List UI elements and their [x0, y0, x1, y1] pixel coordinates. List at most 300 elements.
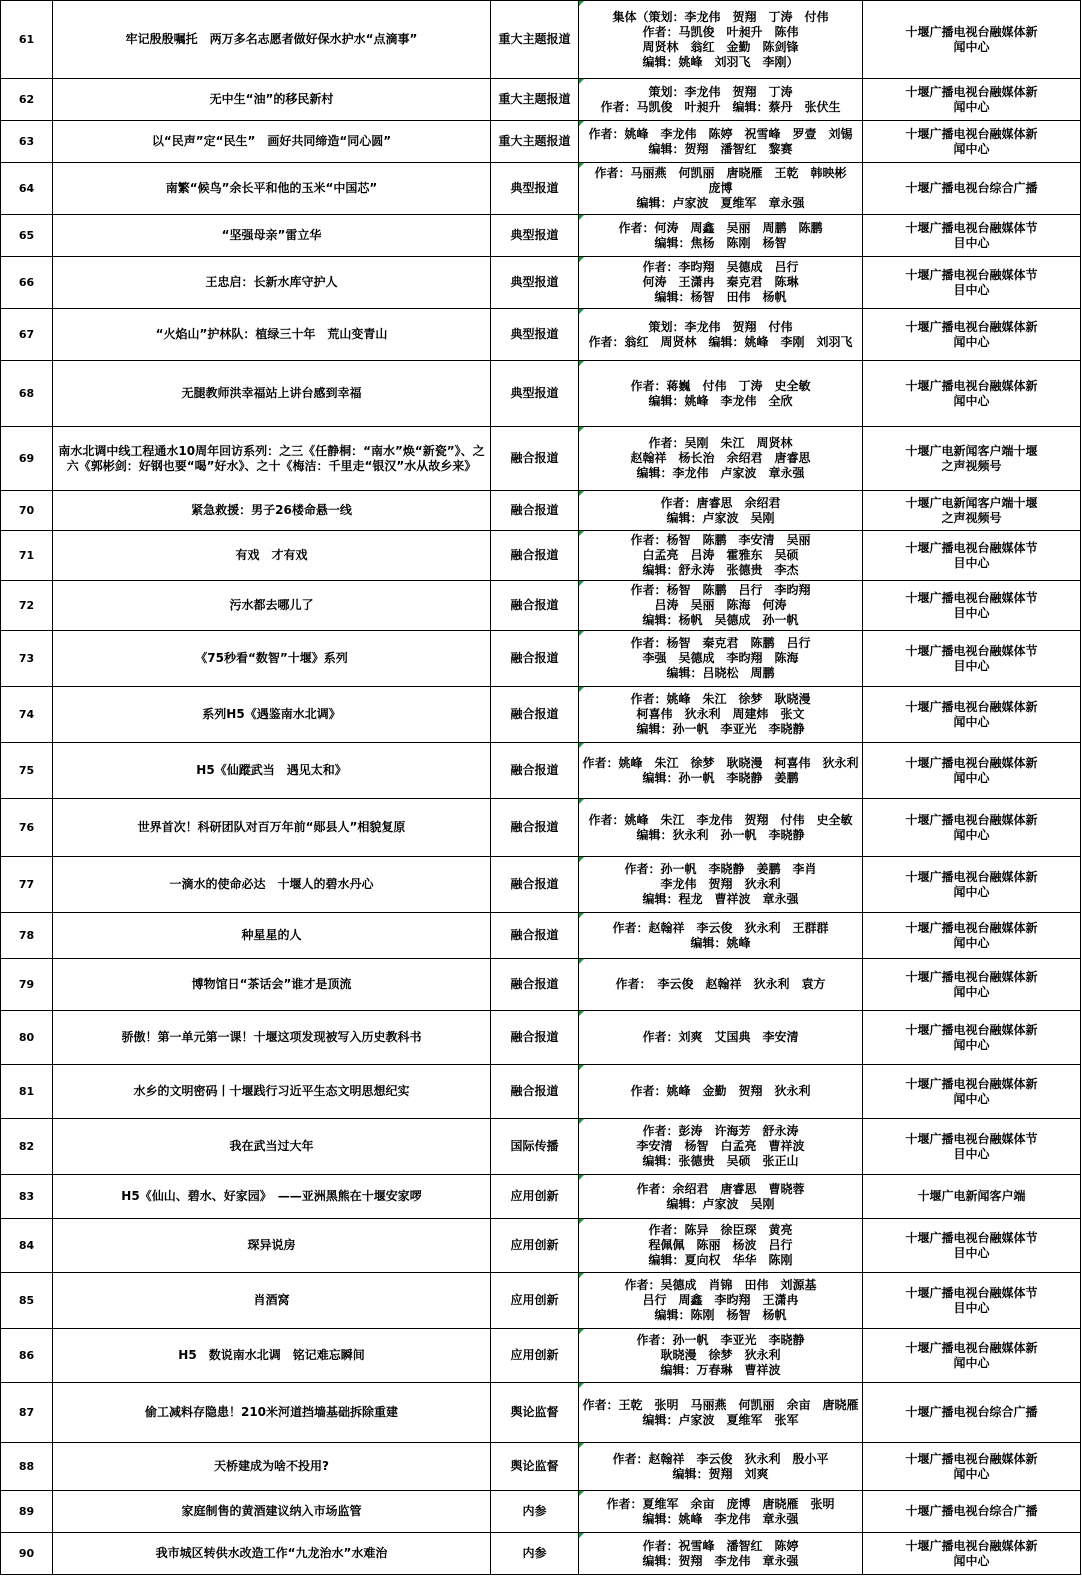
- work-credits-line: 李安清 杨智 白孟亮 曹祥波: [636, 1139, 805, 1153]
- work-credits-line: 作者：姚峰 朱江 徐梦 耿晓漫 柯喜伟 狄永利: [582, 755, 859, 770]
- work-unit-cell: [863, 531, 1081, 581]
- work-category-cell: 融合报道: [491, 857, 579, 913]
- work-title-cell: [53, 1273, 491, 1329]
- row-number-cell: 80: [1, 1011, 53, 1065]
- work-unit-line: 十堰广播电视台融媒体新: [905, 84, 1038, 99]
- work-credits-line: 耿晓漫 徐梦 狄永利: [660, 1348, 781, 1362]
- work-title-cell: [53, 1443, 491, 1491]
- work-credits-line: 编辑：姚峰 李龙伟 章永强: [642, 1511, 799, 1526]
- work-unit-line: 闻中心: [953, 827, 990, 842]
- table-row: [1, 631, 1081, 687]
- work-credits-cell: [579, 1443, 863, 1491]
- work-unit-line: 十堰广播电视台融媒体新: [905, 378, 1038, 393]
- work-credits-line: 编辑：张德贵 吴硕 张正山: [642, 1154, 799, 1168]
- row-number-cell: 63: [1, 121, 53, 163]
- work-title-cell: [53, 1, 491, 79]
- work-credits-cell: [579, 1273, 863, 1329]
- work-title-cell: [53, 1065, 491, 1119]
- work-credits-cell: [579, 581, 863, 631]
- work-credits-cell: [579, 913, 863, 959]
- work-unit-line: 闻中心: [953, 714, 990, 729]
- work-category-cell: 舆论监督: [491, 1443, 579, 1491]
- work-title-cell: [53, 163, 491, 215]
- row-number-cell: 87: [1, 1383, 53, 1443]
- work-unit-line: 十堰广电新闻客户端: [917, 1189, 1026, 1203]
- work-credits-cell: [579, 309, 863, 361]
- work-category-cell: 融合报道: [491, 743, 579, 799]
- work-unit-line: 十堰广播电视台融媒体节: [905, 267, 1038, 282]
- work-unit-line: 十堰广播电视台融媒体节: [905, 590, 1038, 605]
- work-unit-line: 十堰广播电视台融媒体新: [905, 1076, 1038, 1091]
- work-credits-line: 周贤林 翁红 金勤 陈剑锋: [642, 39, 799, 54]
- work-title-cell: [53, 361, 491, 427]
- work-unit-cell: [863, 1219, 1081, 1273]
- table-row: [1, 959, 1081, 1011]
- work-unit-line: 闻中心: [953, 770, 990, 785]
- work-category-cell: 内参: [491, 1533, 579, 1575]
- work-unit-line: 闻中心: [953, 39, 990, 54]
- work-unit-line: 十堰广播电视台综合广播: [905, 1405, 1038, 1419]
- work-unit-cell: [863, 959, 1081, 1011]
- work-credits-line: 编辑：姚峰 李龙伟 全欣: [648, 393, 793, 408]
- work-unit-cell: [863, 361, 1081, 427]
- row-number-cell: 62: [1, 79, 53, 121]
- work-title-line: 南水北调中线工程通水10周年回访系列：之三《任静桐：“南水”焕“新瓷”》、之六《郭彬剑：好钢也要“喝”好水》、之十《梅洁：千里走“银汉”水从故乡来》: [58, 443, 485, 473]
- work-credits-line: 策划：李龙伟 贺翔 丁涛: [648, 84, 793, 99]
- table-row: [1, 1383, 1081, 1443]
- work-title-line: H5《仙山、碧水、好家园》 ——亚洲黑熊在十堰安家啰: [121, 1189, 422, 1203]
- row-number-cell: 77: [1, 857, 53, 913]
- work-credits-cell: [579, 1383, 863, 1443]
- work-credits-line: 编辑：卢家波 吴刚: [666, 1196, 775, 1211]
- work-credits-cell: [579, 1491, 863, 1533]
- table-row: [1, 857, 1081, 913]
- work-unit-line: 目中心: [953, 235, 990, 250]
- work-unit-line: 闻中心: [953, 393, 990, 408]
- work-category-cell: 典型报道: [491, 361, 579, 427]
- work-unit-cell: [863, 631, 1081, 687]
- table-row: [1, 309, 1081, 361]
- table-row: [1, 743, 1081, 799]
- work-unit-cell: [863, 1329, 1081, 1383]
- row-number-cell: 83: [1, 1175, 53, 1219]
- work-unit-cell: [863, 743, 1081, 799]
- work-title-line: 有戏 才有戏: [235, 548, 308, 562]
- work-credits-line: 作者：杨智 陈鹏 吕行 李昀翔: [630, 583, 811, 597]
- work-title-line: H5《仙蹤武当 遇见太和》: [196, 763, 347, 777]
- row-number-cell: 88: [1, 1443, 53, 1491]
- work-unit-cell: [863, 1273, 1081, 1329]
- work-credits-line: 作者：李昀翔 吴德成 吕行: [642, 260, 799, 274]
- work-unit-line: 十堰广播电视台融媒体新: [905, 24, 1038, 39]
- row-number-cell: 81: [1, 1065, 53, 1119]
- work-unit-cell: [863, 1, 1081, 79]
- work-credits-cell: [579, 857, 863, 913]
- row-number-cell: 71: [1, 531, 53, 581]
- work-credits-line: 作者：王乾 张明 马丽燕 何凯丽 余亩 唐晓雁: [582, 1397, 859, 1412]
- row-number-cell: 73: [1, 631, 53, 687]
- work-credits-line: 作者：杨智 陈鹏 李安清 吴丽: [630, 533, 811, 547]
- work-unit-cell: [863, 913, 1081, 959]
- work-unit-line: 十堰广播电视台融媒体新: [905, 1022, 1038, 1037]
- work-credits-line: 作者：姚峰 朱江 徐梦 耿晓漫: [630, 692, 811, 706]
- work-unit-line: 十堰广播电视台融媒体新: [905, 969, 1038, 984]
- work-title-line: 我在武当过大年: [229, 1139, 314, 1153]
- work-unit-line: 十堰广电新闻客户端十堰: [905, 495, 1038, 510]
- work-title-line: 一滴水的使命必达 十堰人的碧水丹心: [169, 877, 374, 891]
- work-credits-line: 作者：孙一帆 李晓静 姜鹏 李肖: [624, 862, 817, 876]
- work-category-cell: 融合报道: [491, 491, 579, 531]
- work-unit-line: 十堰广播电视台融媒体新: [905, 1340, 1038, 1355]
- work-title-cell: [53, 121, 491, 163]
- work-credits-line: 作者：孙一帆 李亚光 李晓静: [636, 1333, 805, 1347]
- work-unit-cell: [863, 1383, 1081, 1443]
- work-credits-cell: [579, 1533, 863, 1575]
- row-number-cell: 75: [1, 743, 53, 799]
- table-row: [1, 427, 1081, 491]
- work-credits-line: 编辑：姚峰: [690, 935, 751, 950]
- work-credits-line: 编辑：陈刚 杨智 杨帆: [654, 1308, 787, 1322]
- work-title-cell: [53, 631, 491, 687]
- work-credits-line: 作者：祝雪峰 潘智红 陈婷: [642, 1538, 799, 1553]
- work-credits-cell: [579, 1011, 863, 1065]
- work-unit-line: 十堰广播电视台融媒体新: [905, 319, 1038, 334]
- work-credits-line: 编辑：卢家波 夏维军 章永强: [636, 196, 805, 210]
- work-title-cell: [53, 743, 491, 799]
- row-number-cell: 65: [1, 215, 53, 257]
- work-credits-cell: [579, 1329, 863, 1383]
- work-credits-cell: [579, 531, 863, 581]
- table-row: [1, 1533, 1081, 1575]
- work-title-cell: [53, 531, 491, 581]
- work-credits-line: 编辑：狄永利 孙一帆 李晓静: [636, 827, 805, 842]
- work-credits-cell: [579, 79, 863, 121]
- work-unit-cell: [863, 1491, 1081, 1533]
- table-row: [1, 1, 1081, 79]
- work-unit-line: 闻中心: [953, 1091, 990, 1106]
- table-row: [1, 1011, 1081, 1065]
- work-credits-line: 何涛 王潇冉 秦克君 陈琳: [642, 275, 799, 289]
- work-unit-line: 十堰广播电视台融媒体节: [905, 1131, 1038, 1146]
- work-title-cell: [53, 1329, 491, 1383]
- work-credits-cell: [579, 1065, 863, 1119]
- row-number-cell: 74: [1, 687, 53, 743]
- work-unit-line: 十堰广播电视台融媒体新: [905, 920, 1038, 935]
- row-number-cell: 61: [1, 1, 53, 79]
- work-title-line: 无腿教师洪幸福站上讲台感到幸福: [181, 386, 362, 400]
- work-credits-line: 吕行 周鑫 李昀翔 王潇冉: [642, 1293, 799, 1307]
- work-category-cell: 应用创新: [491, 1175, 579, 1219]
- row-number-cell: 72: [1, 581, 53, 631]
- work-title-line: 污水都去哪儿了: [229, 598, 314, 612]
- work-title-line: 博物馆日“茶话会”谁才是顶流: [191, 977, 352, 991]
- work-credits-line: 策划：李龙伟 贺翔 付伟: [648, 319, 793, 334]
- work-credits-line: 庞博: [708, 181, 733, 195]
- work-credits-line: 作者：吴德成 肖锦 田伟 刘源基: [624, 1278, 817, 1292]
- row-number-cell: 68: [1, 361, 53, 427]
- work-category-cell: 重大主题报道: [491, 121, 579, 163]
- work-credits-line: 编辑：杨智 田伟 杨帆: [654, 290, 787, 304]
- work-credits-line: 编辑：孙一帆 李晓静 姜鹏: [642, 770, 799, 785]
- table-body: [1, 1, 1081, 1575]
- work-unit-line: 十堰广播电视台融媒体新: [905, 699, 1038, 714]
- table-row: [1, 1443, 1081, 1491]
- work-credits-cell: [579, 799, 863, 857]
- work-credits-line: 白孟亮 吕涛 霍雅东 吴硕: [642, 548, 799, 562]
- work-title-line: 以“民声”定“民生” 画好共同缔造“同心圆”: [151, 134, 392, 148]
- work-credits-cell: [579, 427, 863, 491]
- work-credits-line: 作者：余绍君 唐睿思 曹晓蓉: [636, 1181, 805, 1196]
- row-number-cell: 64: [1, 163, 53, 215]
- work-category-cell: 融合报道: [491, 531, 579, 581]
- work-title-cell: [53, 1175, 491, 1219]
- work-credits-line: 编辑：卢家波 吴刚: [666, 510, 775, 525]
- work-title-cell: [53, 1533, 491, 1575]
- work-credits-line: 编辑：吕晓松 周鹏: [666, 666, 775, 680]
- work-unit-line: 目中心: [953, 282, 990, 297]
- table-row: [1, 361, 1081, 427]
- table-row: [1, 163, 1081, 215]
- work-unit-cell: [863, 581, 1081, 631]
- work-unit-line: 闻中心: [953, 99, 990, 114]
- work-title-line: 世界首次！科研团队对百万年前“郧县人”相貌复原: [137, 820, 406, 834]
- work-credits-line: 作者：赵翰祥 李云俊 狄永利 王群群: [612, 920, 829, 935]
- work-unit-cell: [863, 1443, 1081, 1491]
- work-credits-cell: [579, 1219, 863, 1273]
- table-row: [1, 913, 1081, 959]
- work-unit-line: 之声视频号: [941, 510, 1002, 525]
- work-title-cell: [53, 309, 491, 361]
- work-credits-line: 编辑：程龙 曹祥波 章永强: [642, 892, 799, 906]
- work-credits-line: 作者：蒋巍 付伟 丁涛 史全敏: [630, 378, 811, 393]
- work-credits-cell: [579, 631, 863, 687]
- table-row: [1, 121, 1081, 163]
- work-credits-line: 程佩佩 陈丽 杨波 吕行: [648, 1238, 793, 1252]
- table-row: [1, 257, 1081, 309]
- work-category-cell: 融合报道: [491, 427, 579, 491]
- work-credits-line: 编辑：万春琳 曹祥波: [660, 1363, 781, 1377]
- row-number-cell: 76: [1, 799, 53, 857]
- work-title-cell: [53, 857, 491, 913]
- work-title-cell: [53, 799, 491, 857]
- work-title-line: “火焰山”护林队：植绿三十年 荒山变青山: [155, 327, 388, 341]
- work-category-cell: 融合报道: [491, 959, 579, 1011]
- work-credits-line: 编辑：舒永涛 张德贵 李杰: [642, 563, 799, 577]
- work-unit-line: 闻中心: [953, 1037, 990, 1052]
- work-title-cell: [53, 913, 491, 959]
- work-title-cell: [53, 1491, 491, 1533]
- row-number-cell: 79: [1, 959, 53, 1011]
- work-credits-line: 作者：马凯俊 叶昶升 编辑：蔡丹 张伏生: [600, 99, 841, 114]
- work-credits-line: 作者：翁红 周贤林 编辑：姚峰 李刚 刘羽飞: [588, 334, 853, 349]
- work-credits-line: 编辑：焦杨 陈刚 杨智: [654, 235, 787, 250]
- work-category-cell: 应用创新: [491, 1273, 579, 1329]
- work-unit-line: 闻中心: [953, 884, 990, 899]
- work-category-cell: 重大主题报道: [491, 79, 579, 121]
- work-credits-line: 编辑：夏向权 华华 陈刚: [648, 1253, 793, 1267]
- work-title-line: 王忠启：长新水库守护人: [205, 275, 338, 289]
- work-unit-cell: [863, 1175, 1081, 1219]
- work-title-line: “坚强母亲”雷立华: [221, 228, 322, 242]
- row-number-cell: 85: [1, 1273, 53, 1329]
- work-unit-line: 目中心: [953, 605, 990, 620]
- work-unit-cell: [863, 1011, 1081, 1065]
- work-unit-line: 闻中心: [953, 1355, 990, 1370]
- work-category-cell: 融合报道: [491, 1065, 579, 1119]
- work-unit-line: 闻中心: [953, 141, 990, 156]
- work-unit-line: 十堰广播电视台综合广播: [905, 1504, 1038, 1518]
- work-title-cell: [53, 79, 491, 121]
- work-unit-cell: [863, 121, 1081, 163]
- work-category-cell: 融合报道: [491, 913, 579, 959]
- row-number-cell: 66: [1, 257, 53, 309]
- table-row: [1, 1491, 1081, 1533]
- work-title-line: 南繁“候鸟”余长平和他的玉米“中国芯”: [165, 181, 378, 195]
- work-category-cell: 应用创新: [491, 1219, 579, 1273]
- work-unit-line: 十堰广播电视台融媒体节: [905, 1230, 1038, 1245]
- work-title-line: 无中生“油”的移民新村: [209, 92, 334, 106]
- work-category-cell: 典型报道: [491, 309, 579, 361]
- work-unit-cell: [863, 309, 1081, 361]
- row-number-cell: 89: [1, 1491, 53, 1533]
- work-unit-line: 十堰广播电视台融媒体节: [905, 1285, 1038, 1300]
- work-title-cell: [53, 1011, 491, 1065]
- work-unit-line: 十堰广播电视台融媒体新: [905, 812, 1038, 827]
- work-title-line: 天桥建成为啥不投用?: [214, 1459, 329, 1473]
- work-category-cell: 典型报道: [491, 163, 579, 215]
- work-unit-line: 目中心: [953, 658, 990, 673]
- row-number-cell: 84: [1, 1219, 53, 1273]
- row-number-cell: 90: [1, 1533, 53, 1575]
- table-row: [1, 1175, 1081, 1219]
- work-credits-line: 作者：刘爽 艾国典 李安清: [642, 1030, 799, 1044]
- row-number-cell: 86: [1, 1329, 53, 1383]
- work-credits-line: 作者：姚峰 朱江 李龙伟 贺翔 付伟 史全敏: [588, 812, 853, 827]
- work-category-cell: 国际传播: [491, 1119, 579, 1175]
- work-unit-line: 闻中心: [953, 334, 990, 349]
- work-credits-line: 作者：陈异 徐臣琛 黄亮: [648, 1223, 793, 1237]
- work-title-cell: [53, 1383, 491, 1443]
- work-unit-cell: [863, 257, 1081, 309]
- work-credits-line: 编辑：贺翔 李龙伟 章永强: [642, 1553, 799, 1568]
- work-credits-line: 编辑：贺翔 刘爽: [672, 1466, 769, 1481]
- work-unit-cell: [863, 1533, 1081, 1575]
- work-credits-line: 作者： 李云俊 赵翰祥 狄永利 袁方: [615, 977, 826, 991]
- work-credits-line: 作者：唐睿思 余绍君: [660, 495, 781, 510]
- work-credits-cell: [579, 215, 863, 257]
- work-title-line: 肖酒窝: [253, 1293, 290, 1307]
- work-unit-line: 十堰广播电视台融媒体新: [905, 755, 1038, 770]
- work-credits-line: 集体（策划：李龙伟 贺翔 丁涛 付伟: [612, 9, 829, 24]
- work-unit-line: 闻中心: [953, 1466, 990, 1481]
- table-row: [1, 687, 1081, 743]
- work-credits-cell: [579, 687, 863, 743]
- work-credits-line: 编辑：杨帆 吴德成 孙一帆: [642, 613, 799, 627]
- work-unit-cell: [863, 427, 1081, 491]
- table-row: [1, 215, 1081, 257]
- work-credits-cell: [579, 121, 863, 163]
- work-credits-line: 作者：姚峰 金勤 贺翔 狄永利: [630, 1084, 811, 1098]
- work-credits-line: 编辑：卢家波 夏维军 张军: [642, 1412, 799, 1427]
- work-unit-line: 闻中心: [953, 984, 990, 999]
- work-credits-line: 作者：彭涛 许海芳 舒永涛: [642, 1124, 799, 1138]
- work-unit-cell: [863, 79, 1081, 121]
- work-credits-line: 柯喜伟 狄永利 周建炜 张文: [636, 707, 805, 721]
- work-credits-cell: [579, 743, 863, 799]
- work-unit-line: 闻中心: [953, 1553, 990, 1568]
- work-title-cell: [53, 1119, 491, 1175]
- work-category-cell: 应用创新: [491, 1329, 579, 1383]
- work-title-line: 紧急救援：男子26楼命悬一线: [191, 503, 352, 517]
- work-title-line: H5 数说南水北调 铭记难忘瞬间: [178, 1348, 365, 1362]
- work-category-cell: 融合报道: [491, 687, 579, 743]
- work-unit-line: 十堰广播电视台融媒体节: [905, 643, 1038, 658]
- work-title-line: 水乡的文明密码丨十堰践行习近平生态文明思想纪实: [133, 1084, 410, 1098]
- work-unit-line: 目中心: [953, 555, 990, 570]
- table-row: [1, 1219, 1081, 1273]
- table-row: [1, 1119, 1081, 1175]
- work-credits-line: 作者：杨智 秦克君 陈鹏 吕行: [630, 636, 811, 650]
- work-credits-line: 吕涛 吴丽 陈海 何涛: [654, 598, 787, 612]
- work-credits-cell: [579, 163, 863, 215]
- work-unit-line: 十堰广播电视台融媒体节: [905, 540, 1038, 555]
- work-credits-cell: [579, 959, 863, 1011]
- work-unit-line: 目中心: [953, 1245, 990, 1260]
- work-credits-line: 作者：赵翰祥 李云俊 狄永利 殷小平: [612, 1451, 829, 1466]
- table-row: [1, 1065, 1081, 1119]
- work-title-line: 琛异说房: [247, 1238, 296, 1252]
- work-credits-line: 作者：马丽燕 何凯丽 唐晓雁 王乾 韩映彬: [594, 166, 847, 180]
- work-category-cell: 内参: [491, 1491, 579, 1533]
- work-title-cell: [53, 959, 491, 1011]
- work-title-cell: [53, 215, 491, 257]
- work-unit-cell: [863, 215, 1081, 257]
- work-category-cell: 融合报道: [491, 581, 579, 631]
- table-row: [1, 581, 1081, 631]
- table-row: [1, 1273, 1081, 1329]
- table-row: [1, 799, 1081, 857]
- work-unit-line: 之声视频号: [941, 458, 1002, 473]
- work-category-cell: 融合报道: [491, 1011, 579, 1065]
- work-title-line: 家庭制售的黄酒建议纳入市场监管: [181, 1504, 362, 1518]
- work-credits-cell: [579, 491, 863, 531]
- row-number-cell: 82: [1, 1119, 53, 1175]
- work-category-cell: 融合报道: [491, 631, 579, 687]
- work-credits-line: 李龙伟 贺翔 狄永利: [660, 877, 781, 891]
- work-title-cell: [53, 491, 491, 531]
- row-number-cell: 78: [1, 913, 53, 959]
- work-title-line: 牢记殷殷嘱托 两万多名志愿者做好保水护水“点滴事”: [125, 32, 418, 46]
- work-category-cell: 典型报道: [491, 257, 579, 309]
- work-title-line: 骄傲！第一单元第一课！十堰这项发现被写入历史教科书: [121, 1030, 422, 1044]
- work-title-cell: [53, 1219, 491, 1273]
- work-unit-line: 十堰广电新闻客户端十堰: [905, 443, 1038, 458]
- work-title-cell: [53, 687, 491, 743]
- work-credits-cell: [579, 1, 863, 79]
- work-credits-line: 编辑：姚峰 刘羽飞 李刚）: [642, 54, 799, 69]
- row-number-cell: 70: [1, 491, 53, 531]
- work-title-cell: [53, 257, 491, 309]
- row-number-cell: 69: [1, 427, 53, 491]
- work-credits-cell: [579, 361, 863, 427]
- work-title-line: 我市城区转供水改造工作“九龙治水”水难治: [155, 1546, 388, 1560]
- work-unit-cell: [863, 491, 1081, 531]
- work-unit-cell: [863, 687, 1081, 743]
- work-unit-line: 十堰广播电视台融媒体新: [905, 1538, 1038, 1553]
- work-unit-cell: [863, 799, 1081, 857]
- work-credits-line: 作者：何涛 周鑫 吴丽 周鹏 陈鹏: [618, 220, 823, 235]
- work-credits-line: 编辑：孙一帆 李亚光 李晓静: [636, 722, 805, 736]
